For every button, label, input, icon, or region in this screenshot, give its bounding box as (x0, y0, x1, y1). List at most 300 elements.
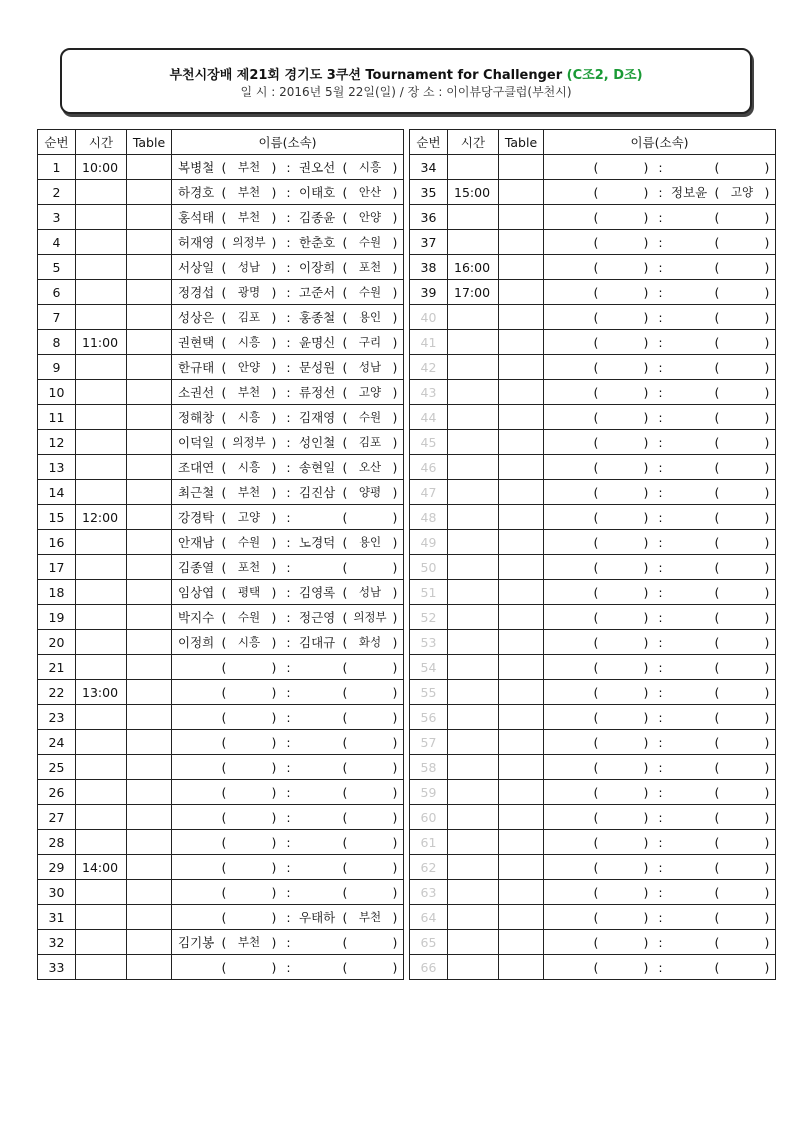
player-1: ( ) (221, 859, 277, 875)
player-1-name: 최근철 (178, 485, 215, 500)
header-name: 이름(소속) (172, 130, 404, 155)
row-time (448, 155, 499, 180)
schedule-row (38, 555, 404, 580)
schedule-row (410, 230, 776, 255)
schedule-row (38, 455, 404, 480)
row-match: ( ) : ( ) (544, 705, 776, 730)
row-time (76, 205, 127, 230)
schedule-row (410, 955, 776, 980)
row-match: ( ) : ( ) (172, 830, 404, 855)
player-1-club: 광명 (237, 285, 261, 299)
row-match: ( ) : ( ) (544, 205, 776, 230)
row-number: 60 (410, 805, 448, 830)
schedule-row (38, 830, 404, 855)
player-1-club: 시흥 (237, 460, 261, 474)
row-table (127, 830, 172, 855)
row-match: ( ) : 우태하 ( 부천 ) (172, 905, 404, 930)
row-number: 3 (38, 205, 76, 230)
row-time (448, 430, 499, 455)
player-2-club: 수원 (358, 285, 382, 299)
row-number: 18 (38, 580, 76, 605)
row-match: ( ) : ( ) (544, 755, 776, 780)
player-2: ( ) (714, 609, 770, 625)
row-time: 12:00 (76, 505, 127, 530)
row-time (448, 680, 499, 705)
row-time (76, 455, 127, 480)
player-2: ( ) (342, 934, 398, 950)
player-2: 이태호 ( 안산 ) (299, 184, 398, 200)
schedule-row (38, 905, 404, 930)
player-2-name: 문성원 (299, 360, 336, 375)
player-1: ( ) (593, 959, 649, 975)
player-2-name: 고준서 (299, 285, 336, 300)
row-time (76, 180, 127, 205)
player-2: ( ) (714, 759, 770, 775)
row-time (76, 905, 127, 930)
row-number: 15 (38, 505, 76, 530)
player-2: 성인철 ( 김포 ) (299, 434, 398, 450)
player-2: ( ) (342, 784, 398, 800)
row-time (448, 505, 499, 530)
row-time (76, 280, 127, 305)
row-number: 6 (38, 280, 76, 305)
row-number: 40 (410, 305, 448, 330)
schedule-row (410, 480, 776, 505)
player-1: ( ) (593, 784, 649, 800)
row-number: 36 (410, 205, 448, 230)
schedule-body-right (410, 155, 776, 980)
player-2: ( ) (342, 959, 398, 975)
player-2-club: 수원 (358, 235, 382, 249)
row-time (448, 355, 499, 380)
row-time (76, 255, 127, 280)
row-match: 서상일 ( 성남 ) : 이장희 ( 포천 ) (172, 255, 404, 280)
player-2-club: 양평 (358, 485, 382, 499)
player-2: 정보윤 ( 고양 ) (671, 184, 770, 200)
row-number: 39 (410, 280, 448, 305)
row-table (127, 755, 172, 780)
schedule-row (410, 830, 776, 855)
player-2-name: 송현일 (299, 460, 336, 475)
row-match: 정해창 ( 시흥 ) : 김재영 ( 수원 ) (172, 405, 404, 430)
row-time (76, 305, 127, 330)
player-2-name: 우태하 (299, 910, 336, 925)
row-match: ( ) : ( ) (544, 455, 776, 480)
row-table (127, 505, 172, 530)
player-2-club: 부천 (358, 910, 382, 924)
player-2-name: 권오선 (299, 160, 336, 175)
row-match: 이정희 ( 시흥 ) : 김대규 ( 화성 ) (172, 630, 404, 655)
row-table (499, 630, 544, 655)
row-table (127, 230, 172, 255)
player-1-club: 수원 (237, 535, 261, 549)
schedule-row (38, 880, 404, 905)
player-1-name: 하경호 (178, 185, 215, 200)
player-1-name: 홍석태 (178, 210, 215, 225)
row-match: ( ) : ( ) (544, 505, 776, 530)
row-match: ( ) : ( ) (172, 780, 404, 805)
row-time (448, 830, 499, 855)
row-match: ( ) : ( ) (544, 480, 776, 505)
schedule-row (410, 305, 776, 330)
row-time (76, 930, 127, 955)
player-2-name: 김영록 (299, 585, 336, 600)
row-match: 성상은 ( 김포 ) : 홍종철 ( 용인 ) (172, 305, 404, 330)
player-1: ( ) (593, 509, 649, 525)
row-match: 복병철 ( 부천 ) : 권오선 ( 시흥 ) (172, 155, 404, 180)
row-number: 23 (38, 705, 76, 730)
row-table (499, 930, 544, 955)
tournament-group: (C조2, D조) (566, 68, 643, 83)
player-2: ( ) (714, 559, 770, 575)
row-number: 33 (38, 955, 76, 980)
player-1-name: 권현택 (178, 335, 215, 350)
player-1: ( ) (593, 209, 649, 225)
player-1: 이덕일 ( 의정부 ) (178, 434, 277, 450)
row-table (499, 205, 544, 230)
player-2-club: 시흥 (358, 160, 382, 174)
row-table (499, 855, 544, 880)
row-match: ( ) : ( ) (544, 655, 776, 680)
player-2-name: 이장희 (299, 260, 336, 275)
player-2: ( ) (342, 559, 398, 575)
row-table (127, 205, 172, 230)
player-1: ( ) (593, 359, 649, 375)
row-time: 10:00 (76, 155, 127, 180)
row-time (448, 855, 499, 880)
player-2: ( ) (342, 709, 398, 725)
row-number: 29 (38, 855, 76, 880)
player-2: ( ) (342, 659, 398, 675)
player-2: ( ) (714, 684, 770, 700)
player-1-club: 김포 (237, 310, 261, 324)
row-match: ( ) : ( ) (544, 955, 776, 980)
row-number: 51 (410, 580, 448, 605)
player-2-name: 노경덕 (299, 535, 336, 550)
row-table (499, 655, 544, 680)
header-name: 이름(소속) (544, 130, 776, 155)
row-table (499, 155, 544, 180)
row-match: ( ) : ( ) (544, 880, 776, 905)
player-1: 정경섭 ( 광명 ) (178, 284, 277, 300)
row-match: 김기봉 ( 부천 ) : ( ) (172, 930, 404, 955)
row-number: 62 (410, 855, 448, 880)
row-table (127, 530, 172, 555)
row-number: 13 (38, 455, 76, 480)
player-1-club: 평택 (237, 585, 261, 599)
row-table (127, 805, 172, 830)
player-1: 박지수 ( 수원 ) (178, 609, 277, 625)
player-1: 최근철 ( 부천 ) (178, 484, 277, 500)
schedule-row (410, 255, 776, 280)
row-match: ( ) : 정보윤 ( 고양 ) (544, 180, 776, 205)
row-match: 안재남 ( 수원 ) : 노경덕 ( 용인 ) (172, 530, 404, 555)
row-time (76, 580, 127, 605)
player-2: ( ) (714, 709, 770, 725)
schedule-row (410, 655, 776, 680)
player-1: ( ) (593, 809, 649, 825)
player-1: ( ) (593, 859, 649, 875)
player-1: ( ) (593, 909, 649, 925)
row-table (127, 680, 172, 705)
player-2-club: 용인 (358, 535, 382, 549)
player-2: ( ) (714, 859, 770, 875)
player-2-club: 구리 (358, 335, 382, 349)
schedule-row (38, 855, 404, 880)
player-2: ( ) (714, 434, 770, 450)
row-match: ( ) : ( ) (544, 680, 776, 705)
row-match: ( ) : ( ) (544, 780, 776, 805)
row-number: 45 (410, 430, 448, 455)
player-2: ( ) (714, 934, 770, 950)
header-time: 시간 (448, 130, 499, 155)
player-2: 류정선 ( 고양 ) (299, 384, 398, 400)
schedule-row (38, 405, 404, 430)
player-1: ( ) (593, 434, 649, 450)
schedule-row (38, 755, 404, 780)
row-table (499, 555, 544, 580)
row-number: 12 (38, 430, 76, 455)
row-time (448, 755, 499, 780)
row-time (448, 780, 499, 805)
player-1: 성상은 ( 김포 ) (178, 309, 277, 325)
row-time (76, 405, 127, 430)
row-match: ( ) : ( ) (544, 555, 776, 580)
player-1-name: 정해창 (178, 410, 215, 425)
schedule-row (38, 330, 404, 355)
row-time (76, 630, 127, 655)
row-table (127, 905, 172, 930)
schedule-row (410, 355, 776, 380)
player-2: ( ) (714, 334, 770, 350)
row-table (127, 355, 172, 380)
row-number: 65 (410, 930, 448, 955)
player-2: 한춘호 ( 수원 ) (299, 234, 398, 250)
row-table (499, 805, 544, 830)
schedule-row (410, 430, 776, 455)
row-table (499, 480, 544, 505)
row-time (448, 805, 499, 830)
player-1-club: 고양 (237, 510, 261, 524)
row-time (76, 480, 127, 505)
schedule-row (410, 180, 776, 205)
row-table (127, 855, 172, 880)
row-table (499, 180, 544, 205)
row-number: 37 (410, 230, 448, 255)
row-time: 16:00 (448, 255, 499, 280)
row-time (448, 880, 499, 905)
row-match: ( ) : ( ) (544, 805, 776, 830)
row-table (127, 405, 172, 430)
player-2: ( ) (714, 509, 770, 525)
schedule-row (410, 380, 776, 405)
row-table (499, 305, 544, 330)
row-time: 11:00 (76, 330, 127, 355)
row-number: 24 (38, 730, 76, 755)
row-match: 한규태 ( 안양 ) : 문성원 ( 성남 ) (172, 355, 404, 380)
player-2: ( ) (342, 509, 398, 525)
schedule-row (410, 280, 776, 305)
schedule-row (410, 505, 776, 530)
player-1-club: 부천 (237, 185, 261, 199)
row-time (448, 655, 499, 680)
row-table (499, 405, 544, 430)
row-number: 19 (38, 605, 76, 630)
row-match: ( ) : ( ) (172, 730, 404, 755)
header-num: 순번 (410, 130, 448, 155)
player-1-club: 수원 (237, 610, 261, 624)
player-2: ( ) (714, 659, 770, 675)
row-table (499, 505, 544, 530)
row-match: ( ) : ( ) (544, 280, 776, 305)
player-1: ( ) (593, 484, 649, 500)
row-table (499, 530, 544, 555)
row-match: ( ) : ( ) (544, 730, 776, 755)
row-number: 58 (410, 755, 448, 780)
row-table (127, 255, 172, 280)
row-number: 41 (410, 330, 448, 355)
player-1: 한규태 ( 안양 ) (178, 359, 277, 375)
row-match: ( ) : ( ) (544, 930, 776, 955)
player-2-club: 포천 (358, 260, 382, 274)
row-time (448, 205, 499, 230)
row-match: ( ) : ( ) (544, 580, 776, 605)
row-time (76, 880, 127, 905)
schedule-row (410, 630, 776, 655)
player-2-name: 김대규 (299, 635, 336, 650)
row-number: 10 (38, 380, 76, 405)
player-1: ( ) (593, 584, 649, 600)
player-1: 서상일 ( 성남 ) (178, 259, 277, 275)
row-match: 허재영 ( 의정부 ) : 한춘호 ( 수원 ) (172, 230, 404, 255)
player-1-name: 이덕일 (178, 435, 215, 450)
row-match: ( ) : ( ) (172, 805, 404, 830)
player-2: ( ) (714, 459, 770, 475)
row-match: ( ) : ( ) (544, 255, 776, 280)
schedule-row (38, 655, 404, 680)
schedule-row (410, 905, 776, 930)
player-1-name: 조대연 (178, 460, 215, 475)
row-number: 32 (38, 930, 76, 955)
row-number: 42 (410, 355, 448, 380)
row-match: ( ) : ( ) (172, 655, 404, 680)
schedule-row (38, 205, 404, 230)
player-2: ( ) (714, 884, 770, 900)
schedule-row (410, 155, 776, 180)
row-match: ( ) : ( ) (544, 230, 776, 255)
player-1-name: 성상은 (178, 310, 215, 325)
row-table (499, 705, 544, 730)
player-1: ( ) (221, 834, 277, 850)
row-table (127, 330, 172, 355)
row-table (127, 305, 172, 330)
row-number: 20 (38, 630, 76, 655)
player-2: ( ) (714, 159, 770, 175)
player-2-name: 정보윤 (671, 185, 708, 200)
schedule-row (38, 305, 404, 330)
player-2: ( ) (342, 759, 398, 775)
row-number: 2 (38, 180, 76, 205)
player-1: ( ) (593, 159, 649, 175)
row-table (499, 455, 544, 480)
schedule-row (38, 680, 404, 705)
row-number: 28 (38, 830, 76, 855)
row-time (76, 430, 127, 455)
row-number: 54 (410, 655, 448, 680)
player-2-club: 고양 (358, 385, 382, 399)
player-1: 조대연 ( 시흥 ) (178, 459, 277, 475)
row-match: 하경호 ( 부천 ) : 이태호 ( 안산 ) (172, 180, 404, 205)
row-match: 권현택 ( 시흥 ) : 윤명신 ( 구리 ) (172, 330, 404, 355)
schedule-row (38, 430, 404, 455)
player-2: ( ) (714, 784, 770, 800)
player-2-club: 화성 (358, 635, 382, 649)
row-number: 66 (410, 955, 448, 980)
player-2-club: 고양 (730, 185, 754, 199)
schedule-row (38, 730, 404, 755)
row-number: 61 (410, 830, 448, 855)
row-number: 5 (38, 255, 76, 280)
row-time (448, 305, 499, 330)
row-match: ( ) : ( ) (172, 880, 404, 905)
player-1-name: 한규태 (178, 360, 215, 375)
player-1-club: 의정부 (232, 435, 266, 449)
player-1-name: 서상일 (178, 260, 215, 275)
player-1: 허재영 ( 의정부 ) (178, 234, 277, 250)
player-2-name: 한춘호 (299, 235, 336, 250)
row-number: 59 (410, 780, 448, 805)
row-table (127, 155, 172, 180)
player-1-club: 부천 (237, 485, 261, 499)
player-2: 송현일 ( 오산 ) (299, 459, 398, 475)
player-2: ( ) (342, 834, 398, 850)
player-1-club: 포천 (237, 560, 261, 574)
player-1: ( ) (593, 559, 649, 575)
player-1-name: 허재영 (178, 235, 215, 250)
row-time (76, 705, 127, 730)
player-1-club: 의정부 (232, 235, 266, 249)
row-time (76, 730, 127, 755)
schedule-row (410, 705, 776, 730)
row-number: 56 (410, 705, 448, 730)
player-2: ( ) (714, 484, 770, 500)
header-time: 시간 (76, 130, 127, 155)
player-2-name: 김재영 (299, 410, 336, 425)
row-time (448, 455, 499, 480)
row-number: 14 (38, 480, 76, 505)
row-match: ( ) : ( ) (544, 530, 776, 555)
player-2: 고준서 ( 수원 ) (299, 284, 398, 300)
row-table (127, 605, 172, 630)
row-time (76, 830, 127, 855)
row-table (127, 280, 172, 305)
schedule-row (410, 930, 776, 955)
player-2: ( ) (714, 534, 770, 550)
row-number: 9 (38, 355, 76, 380)
player-2: 윤명신 ( 구리 ) (299, 334, 398, 350)
player-1-club: 부천 (237, 160, 261, 174)
row-number: 1 (38, 155, 76, 180)
schedule-row (38, 805, 404, 830)
player-1-name: 김기봉 (178, 935, 215, 950)
schedule-table-left (37, 129, 404, 980)
row-table (499, 380, 544, 405)
row-number: 17 (38, 555, 76, 580)
schedule-row (410, 405, 776, 430)
row-number: 27 (38, 805, 76, 830)
player-1: ( ) (593, 934, 649, 950)
player-1: ( ) (593, 734, 649, 750)
